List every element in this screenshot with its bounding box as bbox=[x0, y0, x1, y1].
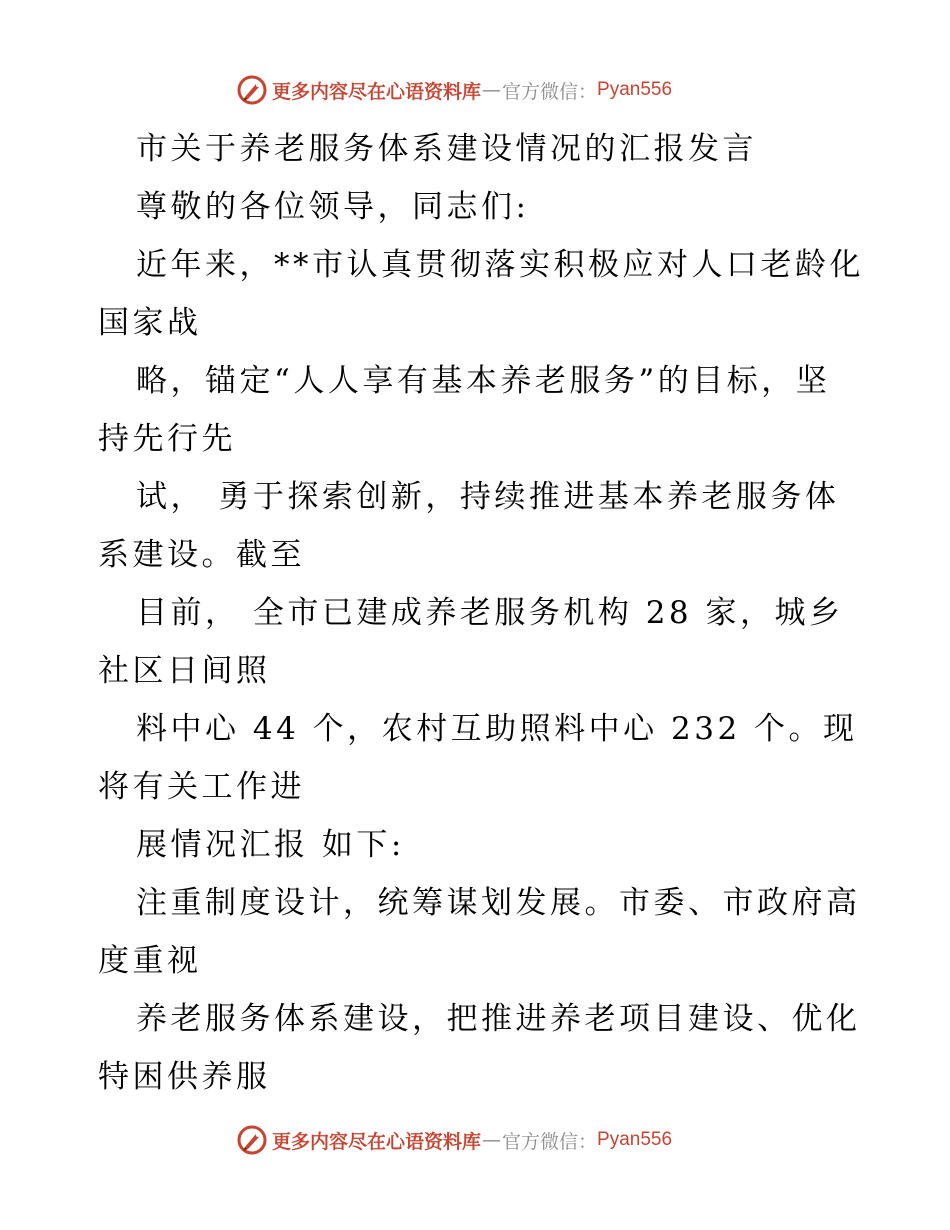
banner-separator: — bbox=[482, 79, 502, 101]
pen-logo-icon bbox=[236, 1124, 268, 1156]
text-line: 近年来，**市认真贯彻落实积极应对人口老龄化 bbox=[136, 247, 864, 283]
banner-wechat-label: 官方微信： bbox=[502, 1130, 598, 1153]
salutation-line: 尊敬的各位领导，同志们: bbox=[136, 189, 530, 225]
banner-wechat-id: Pyan556 bbox=[597, 79, 673, 100]
text-line: 社区日间照 bbox=[98, 653, 271, 689]
text-line: 展情况汇报 如下: bbox=[136, 827, 405, 863]
header-banner bbox=[236, 72, 672, 108]
banner-separator: — bbox=[482, 1129, 502, 1151]
text-line: 国家战 bbox=[98, 305, 202, 341]
text-line: 特困供养服 bbox=[98, 1059, 271, 1095]
banner-wechat-label: 官方微信： bbox=[502, 80, 598, 103]
banner-site-name: 更多内容尽在心语资料库 bbox=[272, 80, 482, 103]
text-line: 将有关工作进 bbox=[98, 769, 305, 805]
banner-site-name: 更多内容尽在心语资料库 bbox=[272, 1130, 482, 1153]
text-line: 目前， 全市已建成养老服务机构 28 家，城乡 bbox=[136, 595, 844, 631]
text-line: 度重视 bbox=[98, 943, 202, 979]
text-line: 养老服务体系建设，把推进养老项目建设、优化 bbox=[136, 1001, 861, 1037]
text-line: 略，锚定“人人享有基本养老服务”的目标，坚 bbox=[136, 363, 831, 399]
text-line: 系建设。截至 bbox=[98, 537, 305, 573]
footer-banner bbox=[236, 1122, 672, 1158]
banner-wechat-id: Pyan556 bbox=[597, 1129, 673, 1150]
text-line: 持先行先 bbox=[98, 421, 236, 457]
text-line: 试， 勇于探索创新，持续推进基本养老服务体 bbox=[136, 479, 840, 515]
document-title: 市关于养老服务体系建设情况的汇报发言 bbox=[136, 131, 757, 167]
pen-logo-icon bbox=[236, 74, 268, 106]
text-line: 料中心 44 个，农村互助照料中心 232 个。现 bbox=[136, 711, 858, 747]
text-line: 注重制度设计，统筹谋划发展。市委、市政府高 bbox=[136, 885, 861, 921]
